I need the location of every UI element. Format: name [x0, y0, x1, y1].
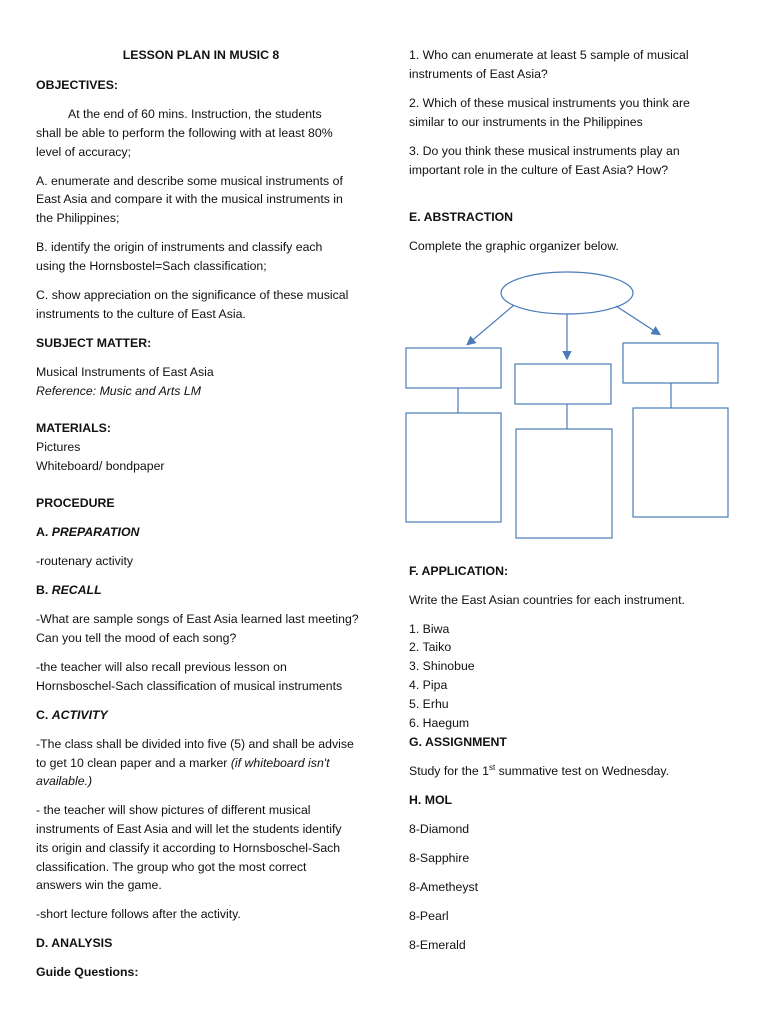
objective-a-line: the Philippines;	[36, 211, 120, 225]
subject-matter: Musical Instruments of East Asia	[36, 365, 214, 379]
question-line: 3. Do you think these musical instruments play an	[409, 144, 680, 158]
question-line: 1. Who can enumerate at least 5 sample of musical	[409, 48, 689, 62]
guide-questions: Guide Questions:	[36, 965, 139, 979]
instrument-item: 4. Pipa	[409, 678, 448, 692]
question-line: similar to our instruments in the Philippines	[409, 115, 643, 129]
organizer-detail-box	[516, 429, 612, 538]
activity-text: to get 10 clean paper and a marker	[36, 756, 231, 770]
activity-line: its origin and classify it according to Hornsboschel-Sach	[36, 841, 341, 855]
section-item: 8-Ametheyst	[409, 880, 479, 894]
instrument-item: 2. Taiko	[409, 640, 452, 654]
objective-c-line: instruments to the culture of East Asia.	[36, 307, 246, 321]
page-title: LESSON PLAN IN MUSIC 8	[122, 48, 280, 62]
ordinal-suffix: st	[488, 762, 496, 772]
objectives-heading: OBJECTIVES:	[36, 78, 118, 92]
mol-heading: H. MOL	[409, 793, 453, 807]
organizer-arrow	[468, 305, 514, 344]
application-text: Write the East Asian countries for each instrument.	[409, 593, 685, 607]
objective-c-line: C. show appreciation on the significance of these musical	[36, 288, 349, 302]
organizer-detail-box	[406, 413, 501, 522]
abstraction-text: Complete the graphic organizer below.	[409, 239, 619, 253]
recall-title: RECALL	[51, 583, 102, 597]
objective-a-line: East Asia and compare it with the musical instruments in	[36, 192, 343, 206]
materials-heading: MATERIALS:	[36, 421, 111, 435]
recall-label: B.	[36, 583, 52, 597]
abstraction-heading: E. ABSTRACTION	[409, 210, 514, 224]
preparation-label: A.	[36, 525, 52, 539]
recall-teacher: Hornsboschel-Sach classification of musical instruments	[36, 679, 343, 693]
objective-b-line: using the Hornsbostel=Sach classification;	[36, 259, 267, 273]
instrument-item: 5. Erhu	[409, 697, 449, 711]
question-line: important role in the culture of East Asia? How?	[409, 163, 669, 177]
procedure-heading: PROCEDURE	[36, 496, 115, 510]
assignment-heading: G. ASSIGNMENT	[409, 735, 507, 749]
question-line: instruments of East Asia?	[409, 67, 548, 81]
activity-line: answers win the game.	[36, 878, 162, 892]
recall-teacher: -the teacher will also recall previous lesson on	[36, 660, 287, 674]
activity-title: ACTIVITY	[51, 708, 108, 722]
section-item: 8-Pearl	[409, 909, 449, 923]
organizer-label-box	[406, 348, 501, 388]
intro-line: level of accuracy;	[36, 145, 132, 159]
activity-line: classification. The group who got the most correct	[36, 860, 307, 874]
activity-line: - the teacher will show pictures of different musical	[36, 803, 311, 817]
reference: Reference: Music and Arts LM	[36, 384, 201, 398]
preparation-title: PREPARATION	[51, 525, 140, 539]
subject-matter-heading: SUBJECT MATTER:	[36, 336, 152, 350]
material-item: Pictures	[36, 440, 81, 454]
instrument-item: 3. Shinobue	[409, 659, 475, 673]
section-item: 8-Diamond	[409, 822, 470, 836]
activity-note: (if whiteboard isn't	[230, 756, 330, 770]
organizer-center-ellipse	[501, 272, 633, 314]
instrument-item: 6. Haegum	[409, 716, 470, 730]
organizer-arrow	[616, 306, 659, 334]
intro-line: At the end of 60 mins. Instruction, the students	[68, 107, 322, 121]
intro-line: shall be able to perform the following with at least 80%	[36, 126, 333, 140]
activity-line: -The class shall be divided into five (5) and shall be advise	[36, 737, 354, 751]
section-item: 8-Sapphire	[409, 851, 470, 865]
objective-a-line: A. enumerate and describe some musical instruments of	[36, 174, 343, 188]
organizer-label-box	[623, 343, 718, 383]
assignment-text-start: Study for the 1	[409, 764, 489, 778]
organizer-detail-box	[633, 408, 728, 517]
section-item: 8-Emerald	[409, 938, 466, 952]
activity-note: available.)	[36, 774, 93, 788]
activity-line: -short lecture follows after the activity.	[36, 907, 241, 921]
organizer-label-box	[515, 364, 611, 404]
analysis-heading: D. ANALYSIS	[36, 936, 113, 950]
instrument-item: 1. Biwa	[409, 622, 450, 636]
objective-b-line: B. identify the origin of instruments and classify each	[36, 240, 323, 254]
question-line: 2. Which of these musical instruments you think are	[409, 96, 690, 110]
recall-question: Can you tell the mood of each song?	[36, 631, 237, 645]
application-heading: F. APPLICATION:	[409, 564, 509, 578]
recall-question: -What are sample songs of East Asia learned last meeting?	[36, 612, 359, 626]
activity-label: C.	[36, 708, 52, 722]
activity-line: instruments of East Asia and will let the students identify	[36, 822, 342, 836]
preparation-text: -routenary activity	[36, 554, 134, 568]
material-item: Whiteboard/ bondpaper	[36, 459, 165, 473]
assignment-text-end: summative test on Wednesday.	[495, 764, 670, 778]
